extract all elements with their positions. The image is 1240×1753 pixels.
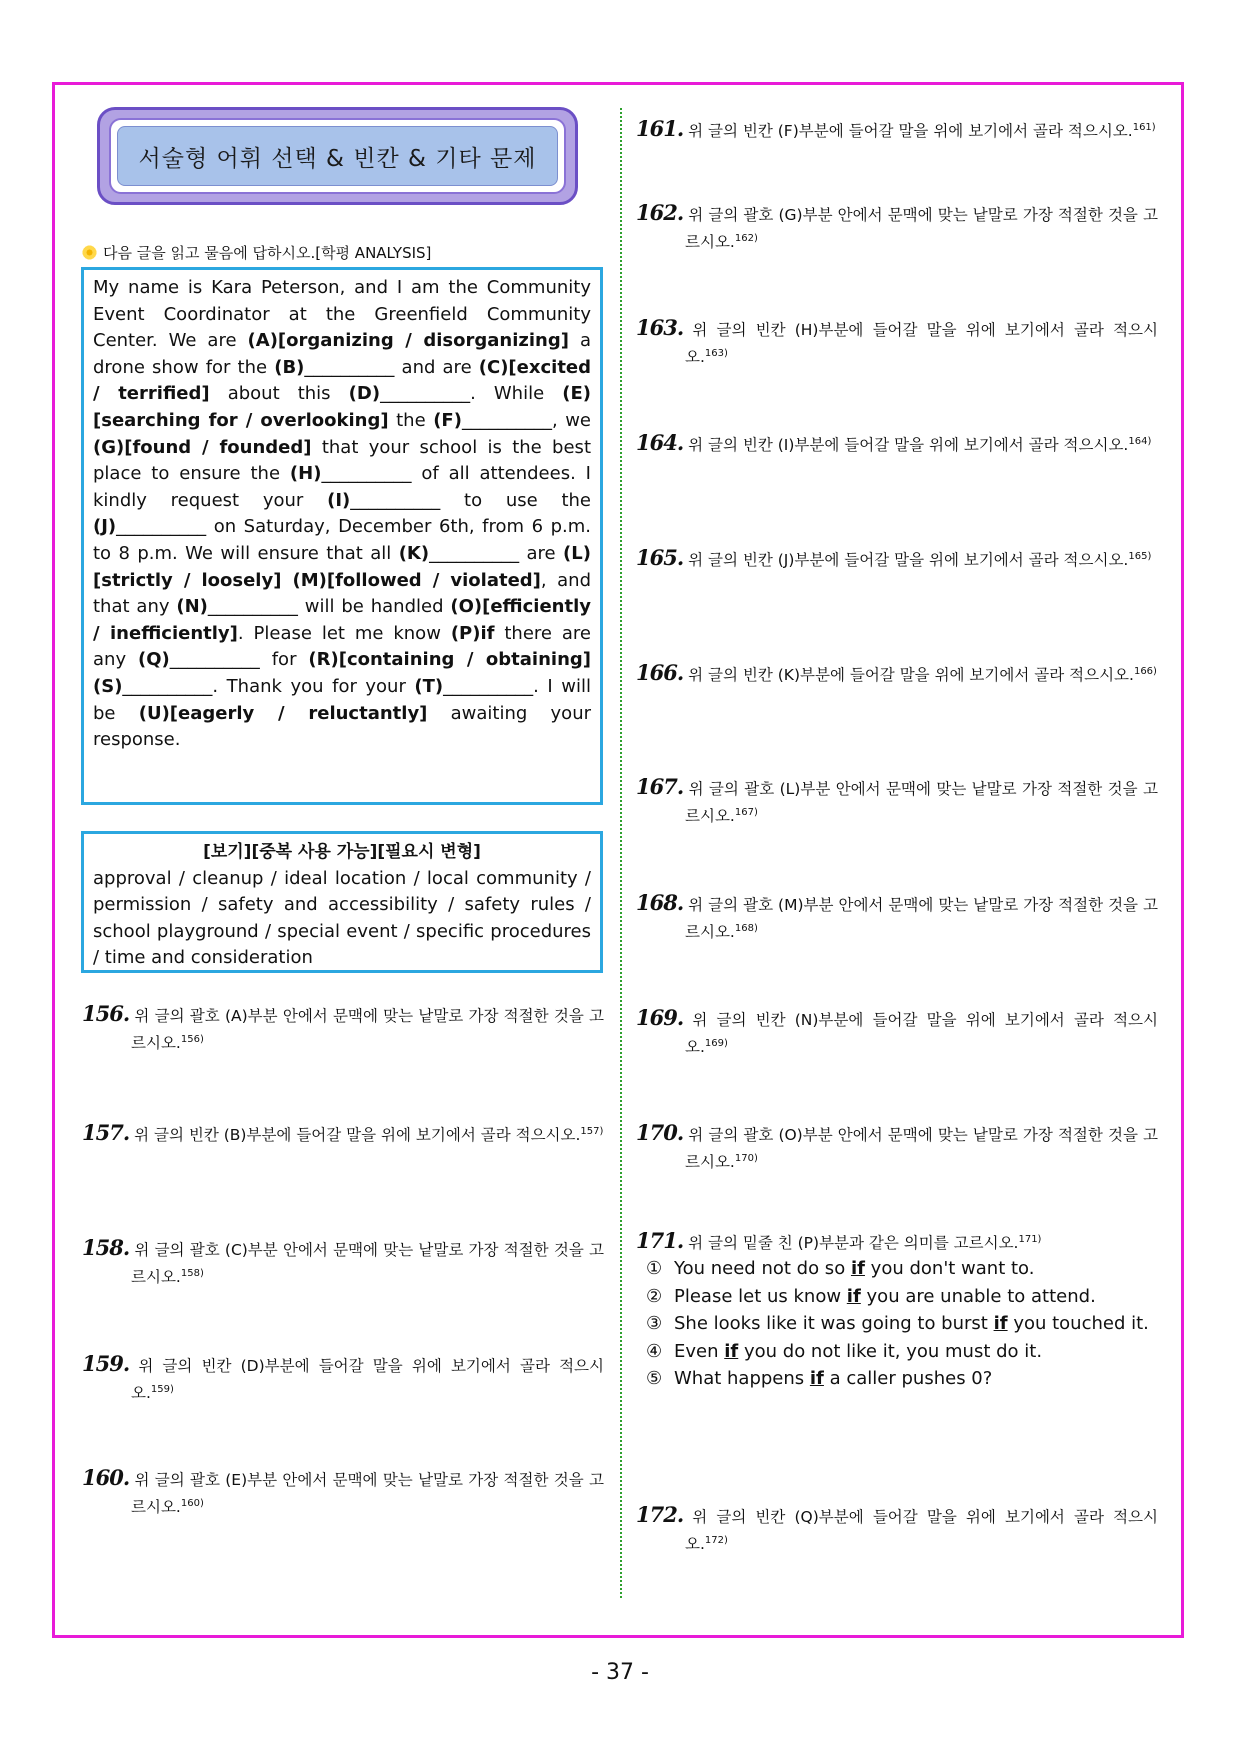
footnote-ref: 172) — [704, 1535, 728, 1546]
question-number: 171. — [636, 1228, 684, 1254]
question-171-options — [646, 1255, 1166, 1393]
question-number: 158. — [82, 1235, 130, 1260]
question-number: 172. — [636, 1502, 684, 1527]
footnote-ref: 165) — [1128, 551, 1152, 562]
question-number: 156. — [82, 1001, 130, 1026]
instruction-text: 다음 글을 읽고 물음에 답하시오.[학평 ANALYSIS] — [103, 244, 432, 262]
passage-keyword: (C)[excited / terrified] — [93, 356, 592, 405]
passage-keyword: (T) — [414, 675, 444, 697]
footnote-ref: 159) — [150, 1384, 174, 1395]
question-172 — [636, 1503, 1158, 1556]
footnote-ref: 168) — [734, 923, 758, 934]
passage-text: __________ and are — [304, 356, 479, 378]
option-3[interactable]: ③ She looks like it was going to burst if you touched it. — [646, 1310, 1166, 1338]
option-marker: ③ — [646, 1313, 663, 1334]
passage-keyword: (E)[searching for / overlooking] — [93, 383, 591, 431]
page-number: - 37 - — [591, 1660, 649, 1685]
footnote-ref: 166) — [1133, 666, 1157, 677]
question-171 — [636, 1228, 1158, 1255]
question-text: 위 글의 밑줄 친 (P)부분과 같은 의미를 고르시오. — [688, 1234, 1019, 1253]
question-number: 164. — [636, 430, 684, 456]
question-text: 위 글의 빈칸 (Q)부분에 들어갈 말을 위에 보기에서 골라 적으시오. — [685, 1508, 1158, 1554]
footnote-ref: 161) — [1132, 122, 1156, 133]
question-158 — [82, 1236, 604, 1289]
title-frame — [109, 118, 566, 194]
passage-text: __________. While — [380, 383, 563, 405]
question-168 — [636, 891, 1158, 944]
keyword-if: if — [850, 1258, 865, 1279]
question-162 — [636, 201, 1158, 254]
option-marker: ⑤ — [646, 1368, 663, 1389]
passage-keyword: (K) — [398, 542, 430, 564]
question-text: 위 글의 괄호 (M)부분 안에서 문맥에 맞는 낱말로 가장 적절한 것을 고르시오. — [685, 896, 1158, 942]
footnote-ref: 171) — [1018, 1234, 1042, 1245]
option-marker: ① — [646, 1258, 663, 1279]
word-bank-heading: [보기][중복 사용 가능][필요시 변형] — [203, 842, 481, 862]
footnote-ref: 157) — [580, 1126, 604, 1137]
passage-text: the — [388, 409, 434, 431]
passage-text: awaiting your response. — [93, 702, 591, 751]
passage-keyword: (R)[containing / obtaining] (S) — [93, 649, 592, 697]
passage-keyword: (I) — [327, 489, 351, 511]
section-title-box — [97, 107, 578, 205]
question-170 — [636, 1121, 1158, 1174]
passage-text: that your school is the best place to ensure the — [93, 436, 591, 485]
passage-keyword: (N) — [176, 596, 208, 618]
title-panel — [117, 126, 558, 186]
word-bank-box — [81, 831, 603, 973]
keyword-if: if — [724, 1340, 739, 1362]
question-161 — [636, 116, 1158, 143]
footnote-ref: 163) — [704, 348, 728, 359]
option-marker: ② — [646, 1285, 663, 1307]
keyword-if: if — [846, 1285, 861, 1307]
question-number: 165. — [636, 545, 684, 571]
question-number: 157. — [82, 1120, 130, 1146]
question-text: 위 글의 빈칸 (K)부분에 들어갈 말을 위에 보기에서 골라 적으시오. — [688, 666, 1134, 685]
question-text: 위 글의 빈칸 (F)부분에 들어갈 말을 위에 보기에서 골라 적으시오. — [688, 122, 1133, 141]
passage-text: __________ for — [169, 649, 309, 671]
passage-text: about this — [209, 383, 349, 405]
passage-text: , and that any — [93, 569, 591, 618]
question-164 — [636, 430, 1158, 457]
word-bank-words: approval / cleanup / ideal location / local community / permission / safety and accessibility / safety rules / school playground / special event / specific procedures / time and consideration — [93, 867, 591, 969]
passage-keyword: (D) — [348, 383, 381, 405]
question-160 — [82, 1466, 604, 1519]
passage-text: __________ of all attendees. I kindly request your — [93, 463, 591, 511]
question-156 — [82, 1002, 604, 1055]
option-marker: ④ — [646, 1340, 663, 1362]
passage-text: __________, we — [461, 409, 591, 431]
question-text: 위 글의 괄호 (A)부분 안에서 문맥에 맞는 낱말로 가장 적절한 것을 고르시오. — [131, 1007, 604, 1053]
question-text: 위 글의 빈칸 (H)부분에 들어갈 말을 위에 보기에서 골라 적으시오. — [685, 321, 1158, 367]
passage-keyword: (P)if — [450, 622, 495, 644]
footnote-ref: 156) — [180, 1034, 204, 1045]
question-number: 161. — [636, 116, 684, 142]
passage-keyword: (B) — [274, 356, 305, 378]
question-number: 167. — [636, 774, 684, 799]
question-number: 163. — [636, 315, 684, 340]
passage-text: __________ on Saturday, December 6th, from 6 p.m. to 8 p.m. We will ensure that all — [93, 516, 591, 564]
passage-keyword: (A)[organizing / disorganizing] — [247, 330, 569, 352]
passage-keyword: (O)[efficiently / inefficiently] — [93, 596, 591, 644]
passage-text: a drone show for the — [93, 330, 591, 378]
question-167 — [636, 775, 1158, 828]
question-text: 위 글의 빈칸 (B)부분에 들어갈 말을 위에 보기에서 골라 적으시오. — [134, 1126, 581, 1145]
question-number: 169. — [636, 1005, 684, 1030]
passage-text: __________ will be handled — [207, 596, 451, 618]
section-title: 서술형 어휘 선택 & 빈칸 & 기타 문제 — [138, 145, 537, 172]
question-165 — [636, 545, 1158, 572]
question-text: 위 글의 괄호 (L)부분 안에서 문맥에 맞는 낱말로 가장 적절한 것을 고르시오. — [685, 780, 1158, 826]
option-4[interactable]: ④ Even if you do not like it, you must do it. — [646, 1338, 1166, 1366]
passage-keyword: (U)[eagerly / reluctantly] — [138, 702, 428, 724]
question-157 — [82, 1120, 604, 1147]
question-163 — [636, 316, 1158, 369]
question-169 — [636, 1006, 1158, 1059]
footnote-ref: 169) — [704, 1038, 728, 1049]
question-159 — [82, 1352, 604, 1405]
footnote-ref: 167) — [734, 807, 758, 818]
passage-text: . Please let me know — [237, 622, 451, 644]
flower-icon — [82, 245, 97, 260]
passage-keyword: (H) — [289, 463, 322, 485]
question-text: 위 글의 괄호 (C)부분 안에서 문맥에 맞는 낱말로 가장 적절한 것을 고르시오. — [131, 1241, 604, 1287]
instruction — [82, 242, 431, 263]
question-text: 위 글의 괄호 (O)부분 안에서 문맥에 맞는 낱말로 가장 적절한 것을 고르시오. — [685, 1126, 1158, 1172]
column-divider — [620, 108, 622, 1598]
keyword-if: if — [993, 1313, 1008, 1334]
passage-text: My name is Kara Peterson, and I am the Community Event Coordinator at the Greenfield Community Center. We are — [93, 277, 591, 352]
question-text: 위 글의 빈칸 (D)부분에 들어갈 말을 위에 보기에서 골라 적으시오. — [131, 1357, 604, 1403]
option-1[interactable]: ① You need not do so if you don't want to. — [646, 1255, 1166, 1283]
passage-text: __________ are — [429, 542, 564, 564]
question-text: 위 글의 괄호 (G)부분 안에서 문맥에 맞는 낱말로 가장 적절한 것을 고르시오. — [685, 206, 1158, 252]
passage-keyword: (F) — [433, 409, 462, 431]
question-number: 170. — [636, 1120, 684, 1145]
question-text: 위 글의 빈칸 (I)부분에 들어갈 말을 위에 보기에서 골라 적으시오. — [688, 436, 1129, 455]
passage-text: __________. Thank you for your — [122, 675, 415, 697]
question-number: 168. — [636, 890, 684, 915]
footnote-ref: 158) — [180, 1268, 204, 1279]
passage-keyword: (G)[found / founded] — [93, 436, 312, 458]
passage-text: __________ to use the — [350, 489, 591, 511]
question-text: 위 글의 빈칸 (N)부분에 들어갈 말을 위에 보기에서 골라 적으시오. — [685, 1011, 1158, 1057]
question-text: 위 글의 괄호 (E)부분 안에서 문맥에 맞는 낱말로 가장 적절한 것을 고르시오. — [131, 1471, 604, 1517]
keyword-if: if — [809, 1368, 824, 1389]
passage-text: __________. I will be — [93, 675, 591, 724]
passage-keyword: (Q) — [138, 649, 170, 671]
reading-passage — [81, 267, 603, 805]
option-2[interactable]: ② Please let us know if you are unable to attend. — [646, 1283, 1166, 1311]
question-number: 160. — [82, 1465, 130, 1490]
question-number: 166. — [636, 660, 684, 686]
question-166 — [636, 660, 1158, 687]
question-number: 159. — [82, 1351, 130, 1376]
option-5[interactable]: ⑤ What happens if a caller pushes 0? — [646, 1365, 1166, 1393]
footnote-ref: 160) — [180, 1498, 204, 1509]
passage-keyword: (J) — [93, 516, 117, 538]
footnote-ref: 162) — [734, 233, 758, 244]
passage-text: there are any — [93, 622, 591, 671]
footnote-ref: 170) — [734, 1153, 758, 1164]
question-text: 위 글의 빈칸 (J)부분에 들어갈 말을 위에 보기에서 골라 적으시오. — [688, 551, 1129, 570]
question-number: 162. — [636, 200, 684, 225]
passage-keyword: (L)[strictly / loosely] (M)[followed / violated] — [93, 542, 591, 591]
footnote-ref: 164) — [1128, 436, 1152, 447]
